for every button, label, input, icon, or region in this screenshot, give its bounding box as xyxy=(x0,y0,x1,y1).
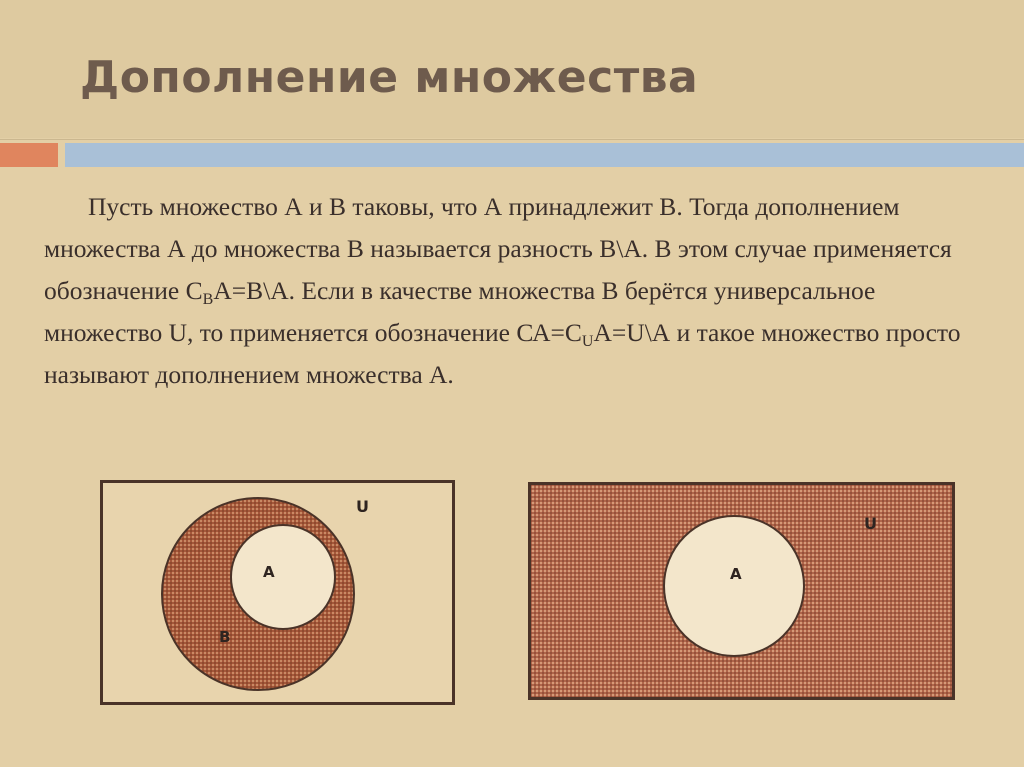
title-area xyxy=(0,0,1024,138)
set-b-label: B xyxy=(219,628,231,646)
universe-label: U xyxy=(864,514,877,533)
definition-paragraph xyxy=(44,186,984,396)
venn-right-svg xyxy=(528,482,955,700)
subscript-u: U xyxy=(581,333,594,350)
set-a-label: A xyxy=(263,563,275,581)
universe-label: U xyxy=(356,497,369,516)
venn-diagram-complement-in-b xyxy=(100,480,455,705)
paragraph-text-1: Пусть множество А и В таковы, что А принадлежит В. Тогда дополнением множества А до множества В называется разность В\А. В этом случае применяется обозначение С xyxy=(44,192,952,305)
set-a-label: A xyxy=(730,565,742,583)
venn-diagram-complement-in-u xyxy=(528,482,955,700)
slide-title: Дополнение множества xyxy=(80,52,699,103)
accent-bar-orange xyxy=(0,143,58,167)
set-a-circle xyxy=(231,525,335,629)
venn-left-svg xyxy=(100,480,455,705)
set-a-circle xyxy=(664,516,804,656)
paragraph-text-2: А=В\А. Если в качестве множества В берётся универсальное множество U, то применяется обозначение СА=С xyxy=(44,276,876,347)
subscript-b: B xyxy=(202,291,214,308)
paragraph-text-3: А=U\А и такое множество просто называют дополнением множества А. xyxy=(44,318,961,389)
accent-bar-blue xyxy=(65,143,1024,167)
title-divider-line xyxy=(0,139,1024,140)
